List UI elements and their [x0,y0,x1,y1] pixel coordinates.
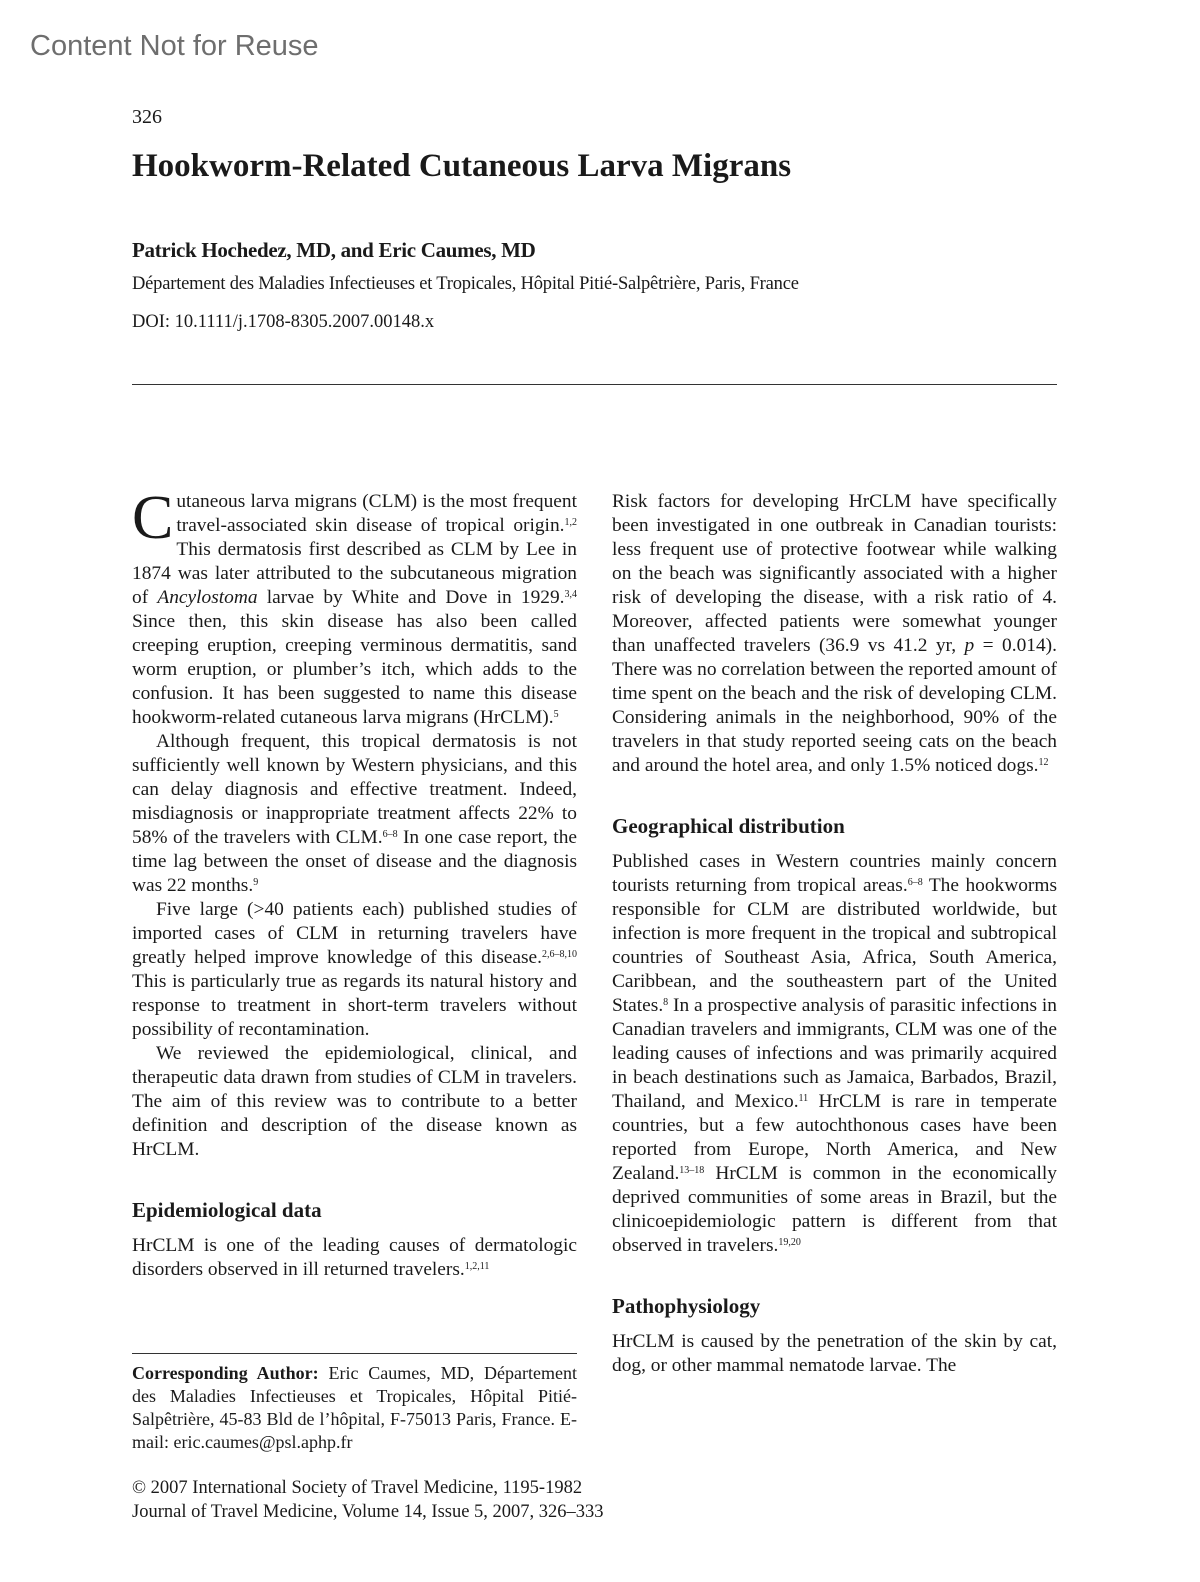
affiliation: Département des Maladies Infectieuses et Tropicales, Hôpital Pitié-Salpêtrière, Paris, France [132,274,799,294]
italic-term: Ancylostoma [157,587,258,608]
header-divider [132,384,1057,385]
text-run: utaneous larva migrans (CLM) is the most frequent travel-associated skin disease of tropical origin. [176,491,577,536]
journal-citation: Journal of Travel Medicine, Volume 14, Issue 5, 2007, 326–333 [132,1502,604,1522]
footnote-label: Corresponding Author: [132,1363,319,1383]
footnote-divider [132,1353,577,1354]
text-run: The hookworms responsible for CLM are distributed worldwide, but infection is more frequent in the tropical and subtropical countries of Southeast Asia, Africa, South America, Caribbean, and the southeastern part of the United States. [612,875,1058,1016]
text-run: In one case report, the time lag between the onset of disease and the diagnosis was 22 months. [132,827,577,896]
corresponding-author-note [132,1362,577,1454]
section-heading: Epidemiological data [132,1198,322,1222]
citation: 6–8 [907,877,923,888]
text-run: = 0.014). There was no correlation between the reported amount of time spent on the beach and the risk of developing CLM. Considering animals in the neighborhood, 90% of the travelers in that study reported seeing cats on the beach and around the hotel area, and only 1.5% noticed dogs. [612,635,1057,776]
citation: 5 [553,709,559,720]
text-run: In a prospective analysis of parasitic infections in Canadian travelers and immigrants, CLM was one of the leading causes of infections and was primarily acquired in beach destinations such as Jamaica, Barbados, Brazil, Thailand, and Mexico. [612,995,1057,1112]
paragraph [612,490,1057,778]
text-run: Published cases in Western countries mainly concern tourists returning from tropical areas. [612,851,1057,896]
text-run: HrCLM is common in the economically deprived communities of some areas in Brazil, but the clinicoepidemiologic pattern is different from that observed in travelers. [612,1163,1057,1256]
paragraph [132,1234,577,1282]
section-heading: Geographical distribution [612,814,845,838]
page-number: 326 [132,106,162,128]
doi: DOI: 10.1111/j.1708-8305.2007.00148.x [132,312,435,332]
paragraph: HrCLM is caused by the penetration of the skin by cat, dog, or other mammal nematode larvae. The [612,1331,1057,1376]
footnote-text: Eric Caumes, MD, Département des Maladies Infectieuses et Tropicales, Hôpital Pitié-Salpêtrière, 45-83 Bld de l’hôpital, F-75013 Paris, France. E-mail: eric.caumes@psl.aphp.fr [132,1363,577,1452]
drop-cap: C [132,484,174,552]
page-footer [132,1476,604,1524]
text-run: This dermatosis first described as CLM by Lee in 1874 was later attributed to the subcutaneous migration of [132,539,577,608]
text-run: This is particularly true as regards its natural history and response to treatment in short-term travelers without possibility of recontamination. [132,971,577,1040]
paragraph [612,850,1057,1258]
citation: 2,6–8,10 [542,949,577,960]
right-column [612,490,1057,1378]
left-column [132,484,577,1282]
article-title: Hookworm-Related Cutaneous Larva Migrans [132,148,792,184]
italic-term: p [964,635,975,656]
citation: 3,4 [564,589,577,600]
citation: 9 [253,877,259,888]
authors: Patrick Hochedez, MD, and Eric Caumes, MD [132,238,536,262]
text-run: Although frequent, this tropical dermatosis is not sufficiently well known by Western physicians, and this can delay diagnosis and effective treatment. Indeed, misdiagnosis or inappropriate treatment affects 22% to 58% of the travelers with CLM. [132,731,577,848]
paragraph [132,730,577,898]
paragraph [132,898,577,1042]
text-run: Risk factors for developing HrCLM have specifically been investigated in one outbreak in Canadian tourists: less frequent use of protective footwear while walking on the beach was significantly associated with a higher risk of developing the disease, with a risk ratio of 4. Moreover, affected patients were somewhat younger than unaffected travelers (36.9 vs 41.2 yr, [612,491,1057,656]
text-run: Since then, this skin disease has also been called creeping eruption, creeping verminous dermatitis, sand worm eruption, or plumber’s itch, which adds to the confusion. It has been suggested to name this disease hookworm-related cutaneous larva migrans (HrCLM). [132,611,577,728]
text-run: Five large (>40 patients each) published studies of imported cases of CLM in returning travelers have greatly helped improve knowledge of this disease. [132,899,577,968]
citation: 11 [798,1093,809,1104]
copyright-line: © 2007 International Society of Travel Medicine, 1195-1982 [132,1478,583,1498]
text-run: larvae by White and Dove in 1929. [257,587,565,608]
citation: 6–8 [382,829,398,840]
citation: 12 [1038,757,1049,768]
text-run: HrCLM is rare in temperate countries, but a few autochthonous cases have been reported from Europe, North America, and New Zealand. [612,1091,1057,1184]
citation: 8 [663,997,669,1008]
citation: 1,2,11 [464,1261,490,1272]
paragraph: We reviewed the epidemiological, clinical, and therapeutic data drawn from studies of CLM in travelers. The aim of this review was to contribute to a better definition and description of the disease known as HrCLM. [132,1043,577,1160]
citation: 1,2 [564,517,577,528]
watermark: Content Not for Reuse [30,30,319,62]
citation: 19,20 [778,1237,801,1248]
paragraph-intro [132,484,577,730]
section-heading: Pathophysiology [612,1294,761,1318]
text-run: HrCLM is one of the leading causes of dermatologic disorders observed in ill returned travelers. [132,1235,577,1280]
citation: 13–18 [679,1165,705,1176]
